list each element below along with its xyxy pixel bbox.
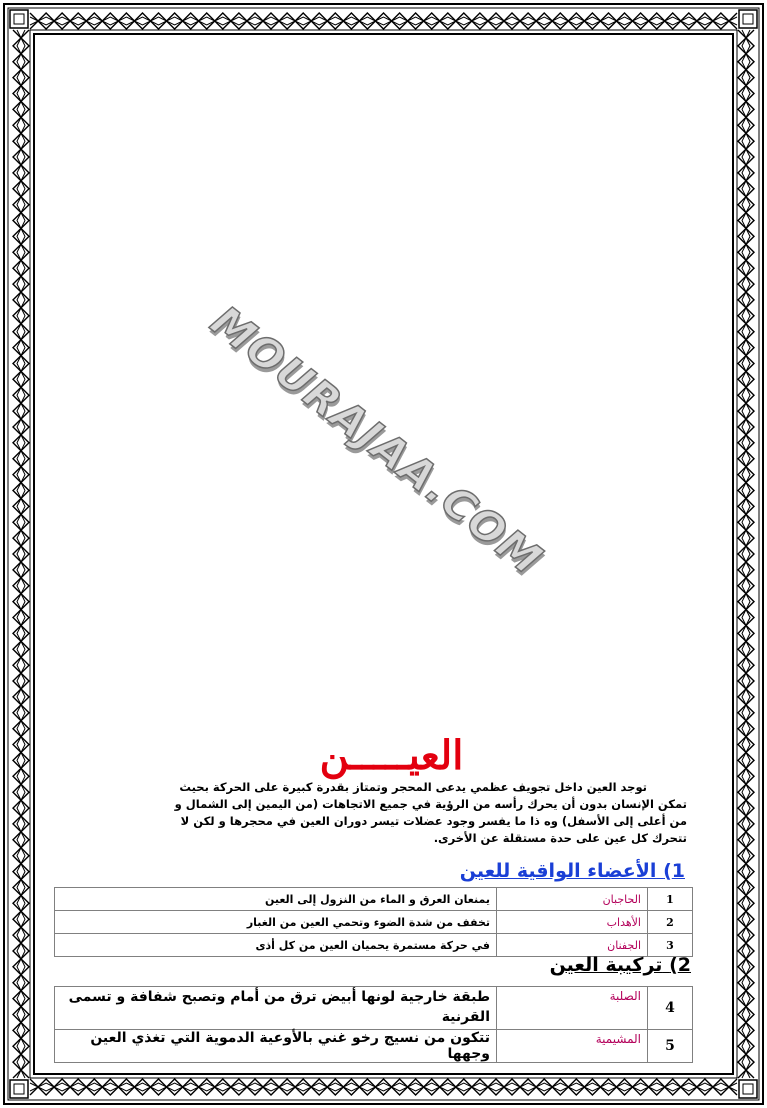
section-heading-structure [550, 954, 691, 976]
border-ornament [739, 10, 757, 28]
border-ornament [30, 13, 737, 29]
organ-description: تخفف من شدة الضوء وتحمي العين من الغبار [55, 911, 497, 934]
border-ornament [10, 10, 28, 28]
border-ornament [10, 1080, 28, 1098]
protective-organs-table [54, 887, 693, 957]
section-heading-protective [460, 860, 685, 882]
organ-name: الحاجبان [497, 888, 648, 911]
row-number: 5 [648, 1030, 693, 1063]
intro-paragraph [47, 779, 687, 847]
eye-structure-table [54, 986, 693, 1063]
border-ornament [30, 1079, 737, 1095]
page-title: العيـــــن [319, 732, 464, 779]
row-number: 4 [648, 987, 693, 1030]
border-ornament [30, 1083, 737, 1091]
border-ornament [30, 13, 737, 29]
border-ornament [30, 17, 737, 25]
border-ornament [30, 1083, 737, 1091]
border-ornament [739, 1080, 757, 1098]
section-number: 1) [663, 860, 685, 882]
row-number: 1 [648, 888, 693, 911]
layer-description: طبقة خارجية لونها أبيض ترق من أمام وتصبح شفافة و تسمى القرنية [55, 987, 497, 1030]
table-row [55, 911, 693, 934]
section-title: تركيبة العين [549, 954, 663, 976]
page-content [36, 36, 729, 1066]
table-row [55, 1030, 693, 1063]
layer-name: المشيمية [497, 1030, 648, 1063]
layer-name: الصلبة [497, 987, 648, 1030]
row-number: 3 [648, 934, 693, 957]
intro-line: توجد العين داخل تجويف عظمي يدعى المحجر وتمتاز بقدرة كبيرة على الحركة بحيث [179, 780, 647, 794]
intro-line: من أعلى إلى الأسفل) وه ذا ما يفسر وجود عضلات تيسر دوران العين في محجرها و لكن لا [180, 814, 687, 828]
layer-description: تتكون من نسيج رخو غني بالأوعية الدموية التي تغذي العين وجهها [55, 1030, 497, 1063]
section-title: الأعضاء الواقية للعين [459, 860, 657, 882]
border-ornament [30, 17, 737, 25]
organ-name: الجفنان [497, 934, 648, 957]
organ-description: يمنعان العرق و الماء من النزول إلى العين [55, 888, 497, 911]
watermark-logo: MOURAJAA.COM [201, 296, 553, 585]
table-row [55, 987, 693, 1030]
organ-description: في حركة مستمرة يحميان العين من كل أذى [55, 934, 497, 957]
intro-line: تتحرك كل عين على حدة مستقلة عن الأخرى. [433, 831, 687, 845]
intro-line: تمكن الإنسان بدون أن يحرك رأسه من الرؤية في جميع الاتجاهات (من اليمين إلى الشمال و [174, 797, 687, 811]
row-number: 2 [648, 911, 693, 934]
section-number: 2) [669, 954, 691, 976]
table-row [55, 888, 693, 911]
organ-name: الأهداب [497, 911, 648, 934]
border-ornament [30, 1079, 737, 1095]
